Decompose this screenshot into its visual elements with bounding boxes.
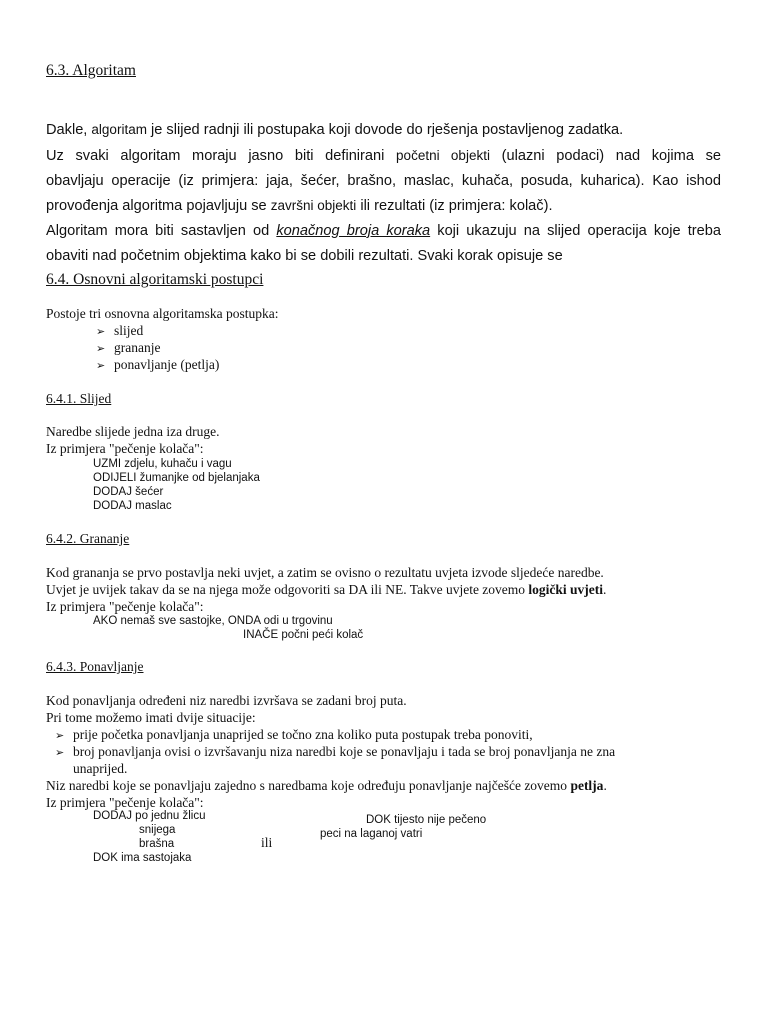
paragraph-line (46, 148, 721, 164)
heading-6-4-1: 6.4.1. Slijed (46, 391, 112, 406)
heading-6-3: 6.3. Algoritam (46, 62, 136, 79)
paragraph-line (46, 223, 721, 239)
arrow-bullet-icon: ➢ (55, 747, 65, 759)
text: Uz svaki algoritam moraju jasno biti definirani (46, 148, 397, 164)
example-label: Iz primjera "pečenje kolača": (46, 599, 204, 614)
text: je slijed radnji ili postupaka koji dovode do rješenja postavljenog zadatka. (146, 122, 624, 138)
heading-6-4-3: 6.4.3. Ponavljanje (46, 659, 144, 674)
example-label: Iz primjera "pečenje kolača": (46, 795, 204, 810)
paragraph-text: Pri tome možemo imati dvije situacije: (46, 710, 256, 725)
list-item: ➢ ponavljanje (petlja) (96, 357, 220, 372)
paragraph-text: Kod ponavljanja određeni niz naredbi izvršava se zadani broj puta. (46, 693, 407, 708)
paragraph-text: Naredbe slijede jedna iza druge. (46, 424, 220, 439)
keyword: petlja (570, 778, 604, 793)
text: ili rezultati (iz primjera: kolač). (356, 198, 553, 214)
paragraph-text: Niz naredbi koje se ponavljaju zajedno s naredbama koje određuju ponavljanje najčešće zovemo petlja. (46, 778, 607, 793)
keyword: logički uvjeti (528, 582, 604, 597)
loop-right-line: peci na laganoj vatri (320, 828, 423, 840)
loop-left-line: DOK ima sastojaka (93, 852, 192, 864)
keyword: početni objekti (396, 148, 490, 163)
arrow-bullet-icon: ➢ (96, 343, 106, 355)
step-line: ODIJELI žumanjke od bjelanjaka (93, 472, 260, 484)
heading-6-4-2: 6.4.2. Grananje (46, 531, 130, 546)
step-line: DODAJ šećer (93, 486, 164, 498)
keyword: algoritam (91, 122, 147, 137)
text: koji ukazuju na slijed operacija koje treba (430, 223, 721, 239)
list-item: ➢ slijed (96, 323, 144, 338)
arrow-bullet-icon: ➢ (96, 326, 106, 338)
example-label: Iz primjera "pečenje kolača": (46, 441, 204, 456)
loop-left-line: DODAJ po jednu žlicu (93, 810, 206, 822)
paragraph-line: obavljaju operacije (iz primjera: jaja, šećer, brašno, maslac, kuhača, posuda, kuharica). Kao ishod (46, 173, 721, 189)
paragraph-line: obaviti nad početnim objektima kako bi se dobili rezultati. Svaki korak opisuje se (46, 248, 563, 264)
keyword: završni objekti (270, 198, 357, 213)
text: Dakle, (46, 122, 92, 138)
paragraph-line (46, 122, 623, 138)
arrow-bullet-icon: ➢ (96, 360, 106, 372)
list-item: ➢ broj ponavljanja ovisi o izvršavanju niza naredbi koje se ponavljaju i tada se broj ponavljanja ne zna (55, 744, 616, 759)
loop-left-line: snijega (139, 824, 176, 836)
heading-6-4: 6.4. Osnovni algoritamski postupci (46, 271, 264, 288)
intro-text: Postoje tri osnovna algoritamska postupka: (46, 306, 279, 321)
keyword-emphasis: konačnog broja koraka (276, 223, 431, 239)
ili-separator: ili (261, 835, 273, 850)
paragraph-text: Uvjet je uvijek takav da se na njega može odgovoriti sa DA ili NE. Takve uvjete zovemo logički uvjeti. (46, 582, 607, 597)
loop-left-line: brašna (139, 838, 175, 850)
list-item: ➢ prije početka ponavljanja unaprijed se točno zna koliko puta postupak treba ponoviti, (55, 727, 533, 742)
if-line: AKO nemaš sve sastojke, ONDA odi u trgovinu (93, 615, 333, 627)
text: (ulazni podaci) nad kojima se (489, 148, 721, 164)
paragraph-line (46, 198, 553, 214)
else-line: INAČE počni peći kolač (243, 629, 364, 641)
text: Algoritam mora biti sastavljen od (46, 223, 277, 239)
list-item-continuation: unaprijed. (73, 761, 128, 776)
list-item: ➢ grananje (96, 340, 161, 355)
loop-right-line: DOK tijesto nije pečeno (366, 814, 487, 826)
arrow-bullet-icon: ➢ (55, 730, 65, 742)
step-line: UZMI zdjelu, kuhaču i vagu (93, 458, 232, 470)
paragraph-text: Kod grananja se prvo postavlja neki uvjet, a zatim se ovisno o rezultatu uvjeta izvode sljedeće naredbe. (46, 565, 604, 580)
step-line: DODAJ maslac (93, 500, 172, 512)
text: provođenja algoritma pojavljuju se (46, 198, 271, 214)
